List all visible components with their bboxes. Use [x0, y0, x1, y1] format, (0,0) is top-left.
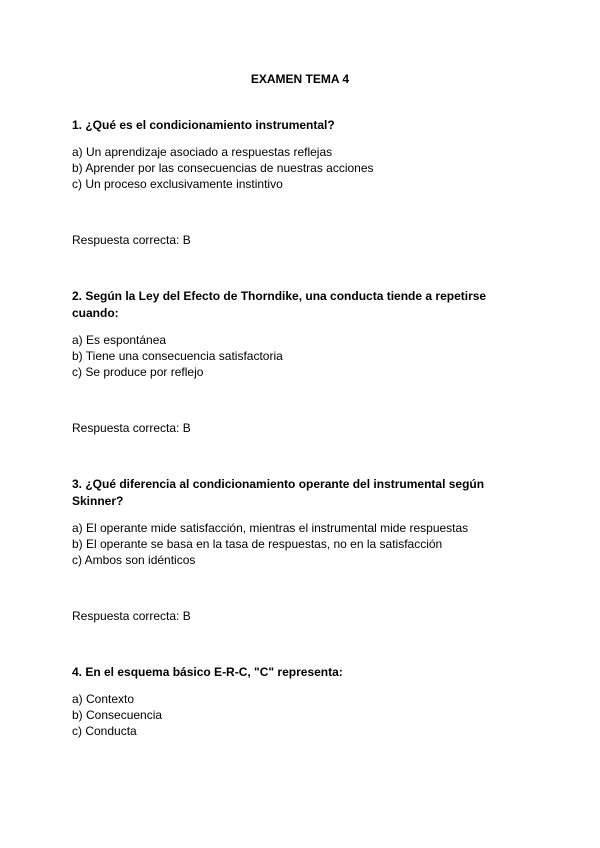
question-4	[72, 664, 522, 739]
option-a: a) El operante mide satisfacción, mientras el instrumental mide respuestas	[72, 521, 469, 535]
question-text: 2. Según la Ley del Efecto de Thorndike, una conducta tiende a repetirse cuando:	[72, 289, 487, 320]
question-text: 1. ¿Qué es el condicionamiento instrumental?	[72, 118, 335, 132]
option-a: a) Contexto	[72, 692, 135, 706]
options-list	[72, 691, 522, 739]
options-list	[72, 332, 522, 380]
question-3	[72, 476, 522, 568]
correct-answer-3: Respuesta correcta: B	[72, 609, 191, 623]
question-2	[72, 288, 522, 380]
option-b: b) Tiene una consecuencia satisfactoria	[72, 349, 283, 363]
option-a: a) Es espontánea	[72, 333, 167, 347]
option-c: c) Conducta	[72, 724, 137, 738]
question-text: 3. ¿Qué diferencia al condicionamiento operante del instrumental según Skinner?	[72, 477, 485, 508]
question-1	[72, 117, 522, 192]
options-list	[72, 144, 522, 192]
option-b: b) El operante se basa en la tasa de respuestas, no en la satisfacción	[72, 537, 443, 551]
option-b: b) Aprender por las consecuencias de nuestras acciones	[72, 161, 374, 175]
option-c: c) Se produce por reflejo	[72, 365, 204, 379]
option-c: c) Un proceso exclusivamente instintivo	[72, 177, 283, 191]
option-c: c) Ambos son idénticos	[72, 553, 196, 567]
option-b: b) Consecuencia	[72, 708, 163, 722]
correct-answer-1: Respuesta correcta: B	[72, 233, 191, 247]
exam-title: EXAMEN TEMA 4	[250, 72, 350, 86]
question-text: 4. En el esquema básico E-R-C, "C" representa:	[72, 665, 343, 679]
correct-answer-2: Respuesta correcta: B	[72, 421, 191, 435]
options-list	[72, 520, 522, 568]
option-a: a) Un aprendizaje asociado a respuestas reflejas	[72, 145, 333, 159]
